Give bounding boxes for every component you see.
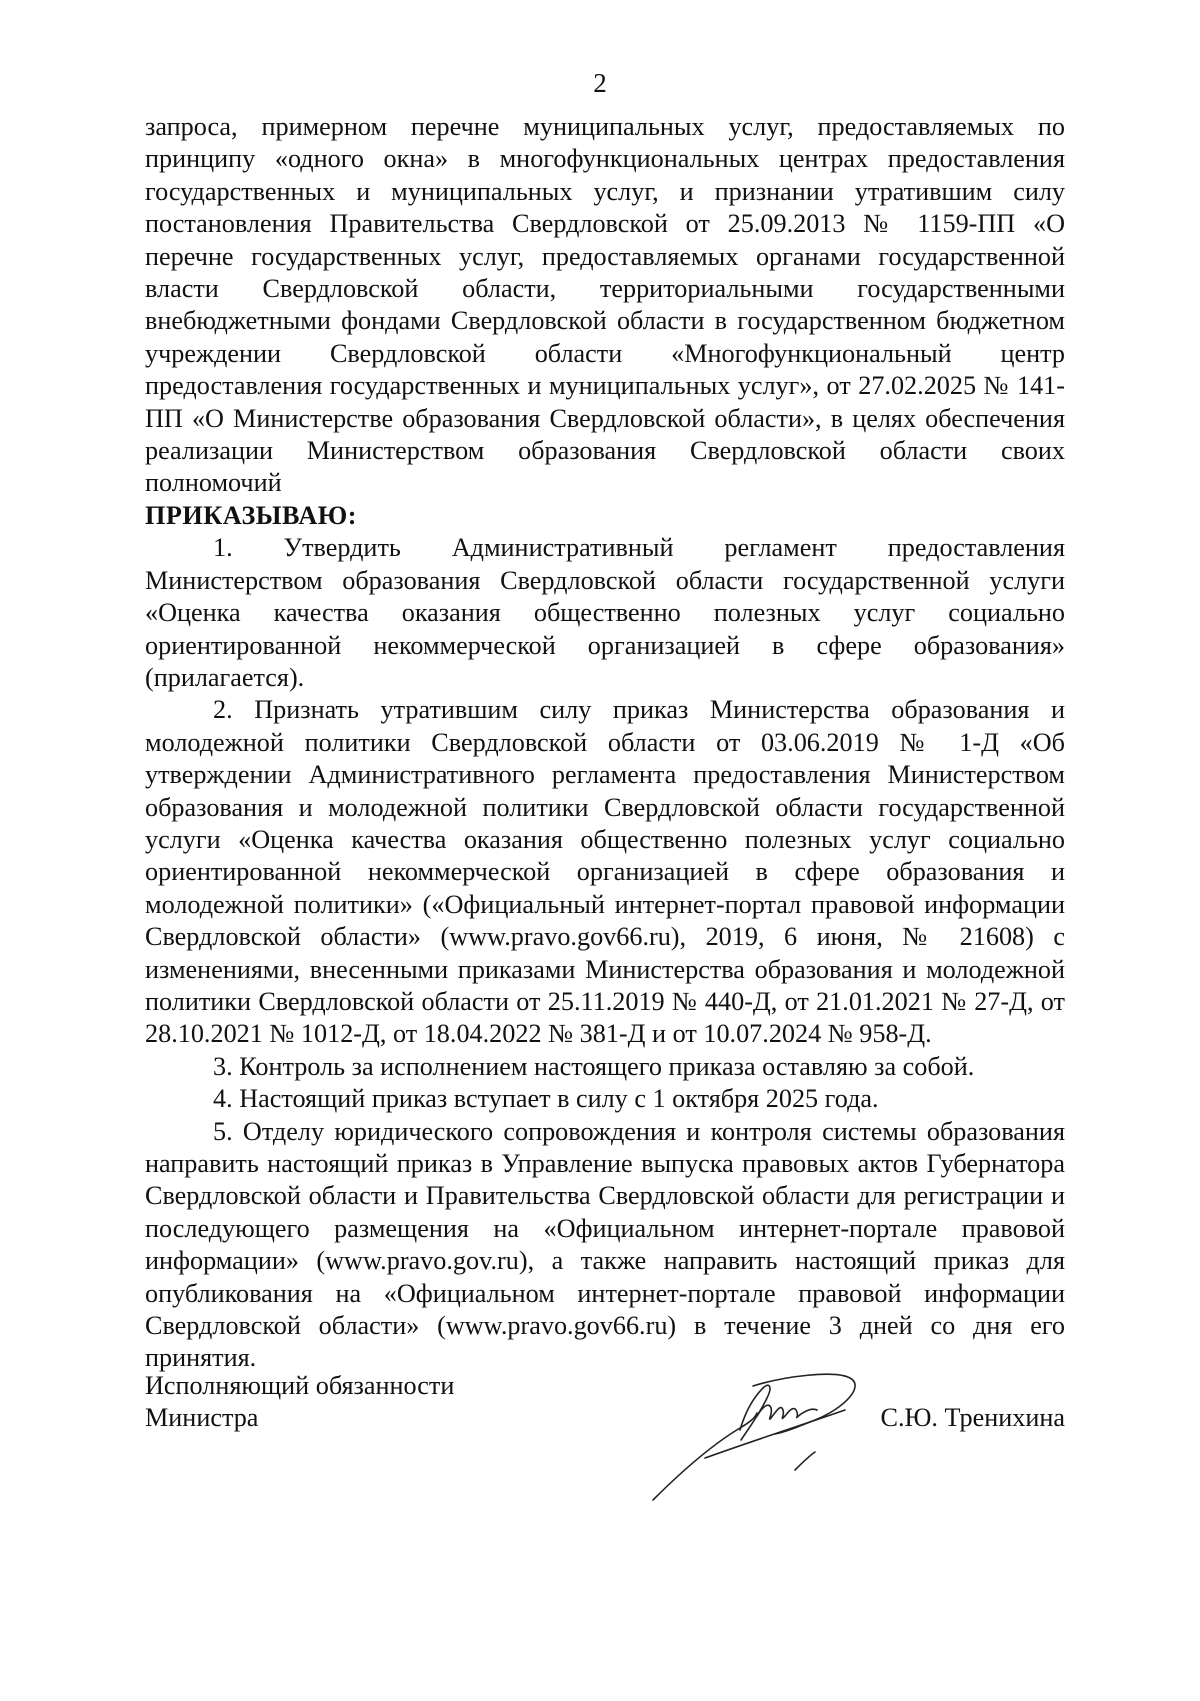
handwritten-signature-icon bbox=[645, 1358, 875, 1508]
clause-3: 3. Контроль за исполнением настоящего приказа оставляю за собой. bbox=[213, 1051, 975, 1081]
intro-paragraph: запроса, примерном перечне муниципальных услуг, предоставляемых по принципу «одного окна» в многофункциональных центрах предоставления государственных и муниципальных услуг, и признании утратившим силу постановления Правительства Свердловской от 25.09.2013 № 1159-ПП «О перечне государственных услуг, предоставляемых органами государственной власти Свердловской области, территориальными государственными внебюджетными фондами Свердловской области в государственном бюджетном учреждении Свердловской области «Многофункциональный центр предоставления государственных и муниципальных услуг», от 27.02.2025 № 141-ПП «О Министерстве образования Свердловской области», в целях обеспечения реализации Министерством образования Свердловской области своих полномочий bbox=[145, 112, 1065, 498]
signatory-title-line-2: Министра bbox=[145, 1403, 259, 1433]
document-body bbox=[145, 111, 1065, 1375]
page-number: 2 bbox=[593, 68, 607, 98]
clause-4: 4. Настоящий приказ вступает в силу с 1 октября 2025 года. bbox=[213, 1084, 879, 1114]
signatory-name: С.Ю. Тренихина bbox=[880, 1403, 1065, 1432]
signatory-title-line-1: Исполняющий обязанности bbox=[145, 1371, 455, 1400]
clause-1: 1. Утвердить Административный регламент предоставления Министерством образования Свердловской области государственной услуги «Оценка качества оказания общественно полезных услуг социально ориентированной некоммерческой организацией в сфере образования» (прилагается). bbox=[145, 533, 1065, 692]
signatory-title bbox=[145, 1370, 565, 1435]
order-word: ПРИКАЗЫВАЮ: bbox=[145, 500, 357, 530]
clause-2: 2. Признать утратившим силу приказ Министерства образования и молодежной политики Свердловской области от 03.06.2019 № 1-Д «Об утверждении Административного регламента предоставления Министерством образования и молодежной политики Свердловской области государственной услуги «Оценка качества оказания общественно полезных услуг социально ориентированной некоммерческой организацией в сфере образования и молодежной политики» («Официальный интернет-портал правовой информации Свердловской области» (www.pravo.gov66.ru), 2019, 6 июня, № 21608) с изменениями, внесенными приказами Министерства образования и молодежной политики Свердловской области от 25.11.2019 № 440-Д, от 21.01.2021 № 27-Д, от 28.10.2021 № 1012-Д, от 18.04.2022 № 381-Д и от 10.07.2024 № 958-Д. bbox=[145, 695, 1065, 1049]
clause-5: 5. Отделу юридического сопровождения и контроля системы образования направить настоящий приказ в Управление выпуска правовых актов Губернатора Свердловской области и Правительства Свердловской области для регистрации и последующего размещения на «Официальном интернет-портале правовой информации» (www.pravo.gov.ru), а также направить настоящий приказ для опубликования на «Официальном интернет-портале правовой информации Свердловской области» (www.pravo.gov66.ru) в течение 3 дней со дня его принятия. bbox=[145, 1116, 1065, 1373]
signature-block bbox=[145, 1370, 1065, 1520]
